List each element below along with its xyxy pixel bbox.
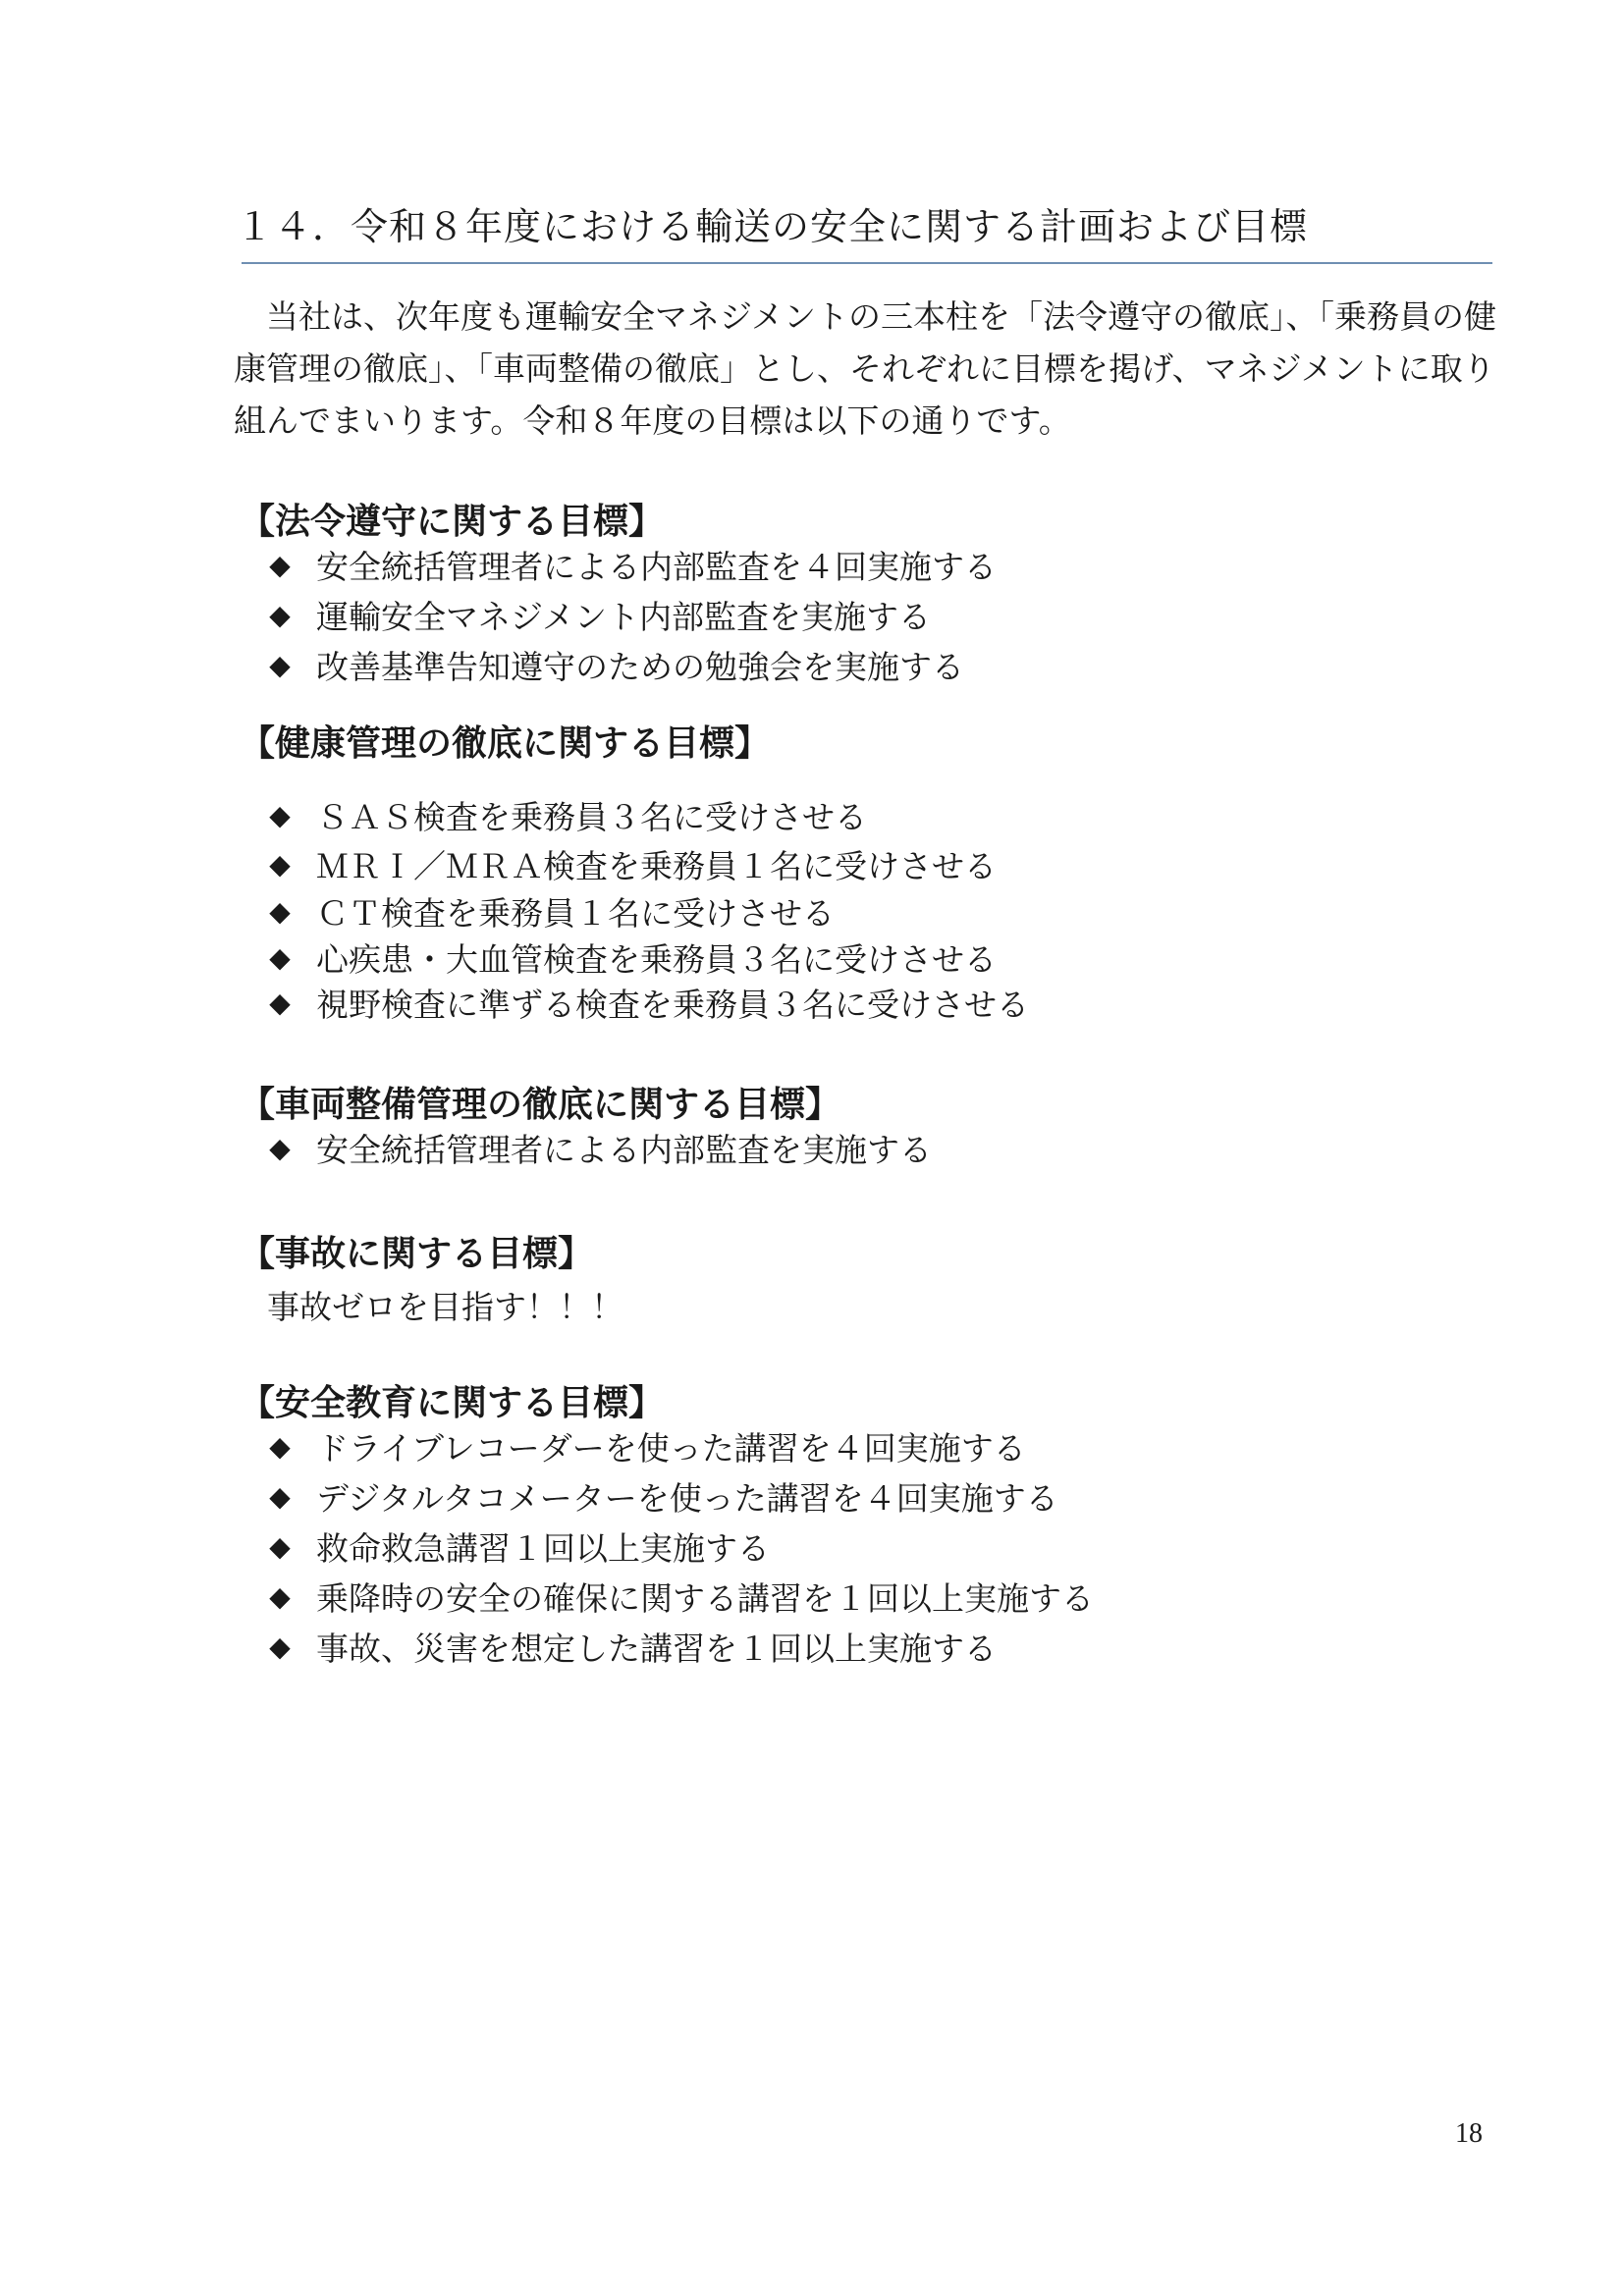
diamond-bullet-icon: ◆ xyxy=(269,1132,291,1164)
list-item-text: 乗降時の安全の確保に関する講習を１回以上実施する xyxy=(316,1579,1094,1618)
diamond-bullet-icon: ◆ xyxy=(269,649,291,681)
diamond-bullet-icon: ◆ xyxy=(269,847,291,881)
list-item xyxy=(265,1572,1094,1622)
heading-underline xyxy=(242,262,1492,264)
list-item xyxy=(265,1622,1094,1672)
list-item xyxy=(265,540,997,590)
list-item-text: ＭＲＩ／ＭＲＡ検査を乗務員１名に受けさせる xyxy=(316,846,997,885)
list-item-text: 安全統括管理者による内部監査を４回実施する xyxy=(316,548,997,586)
list-item xyxy=(265,790,1029,839)
list-item-text: 視野検査に準ずる検査を乗務員３名に受けさせる xyxy=(316,985,1029,1024)
list-item-text: デジタルタコメーターを使った講習を４回実施する xyxy=(316,1479,1058,1518)
list-item-text: 心疾患・大血管検査を乗務員３名に受けさせる xyxy=(316,939,997,979)
section-title-safety-education: 【安全教育に関する目標】 xyxy=(240,1383,665,1423)
diamond-bullet-icon: ◆ xyxy=(269,1430,291,1463)
list-item xyxy=(265,1123,932,1173)
diamond-bullet-icon: ◆ xyxy=(269,599,291,631)
list-item xyxy=(265,640,997,690)
list-item xyxy=(265,1522,1094,1572)
diamond-bullet-icon: ◆ xyxy=(269,1630,291,1663)
list-item xyxy=(265,839,1029,888)
diamond-bullet-icon: ◆ xyxy=(269,940,291,974)
diamond-bullet-icon: ◆ xyxy=(269,549,291,581)
list-item xyxy=(265,980,1029,1025)
list-item xyxy=(265,888,1029,934)
vehicle-goal-list xyxy=(265,1123,932,1173)
health-goal-list xyxy=(265,790,1029,1025)
diamond-bullet-icon: ◆ xyxy=(269,986,291,1019)
list-item-text: 改善基準告知遵守のための勉強会を実施する xyxy=(316,648,964,686)
diamond-bullet-icon: ◆ xyxy=(269,798,291,831)
intro-paragraph: 当社は、次年度も運輸安全マネジメントの三本柱を「法令遵守の徹底」、「乗務員の健康管理の徹底」、「車両整備の徹底」とし、それぞれに目標を掲げ、マネジメントに取り組んでまいります。令和８年度の目標は以下の通りです。 xyxy=(234,297,1497,440)
accident-goal-text: 事故ゼロを目指す！！！ xyxy=(267,1288,623,1326)
list-item-text: 事故、災害を想定した講習を１回以上実施する xyxy=(316,1629,997,1668)
page-heading: １４．令和８年度における輸送の安全に関する計画および目標 xyxy=(236,205,1309,248)
section-title-accidents: 【事故に関する目標】 xyxy=(240,1234,594,1274)
diamond-bullet-icon: ◆ xyxy=(269,895,291,928)
list-item xyxy=(265,1421,1094,1471)
list-item-text: 安全統括管理者による内部監査を実施する xyxy=(316,1131,932,1169)
list-item xyxy=(265,590,997,640)
section-title-vehicle-maintenance: 【車両整備管理の徹底に関する目標】 xyxy=(240,1085,841,1125)
list-item xyxy=(265,934,1029,980)
diamond-bullet-icon: ◆ xyxy=(269,1480,291,1513)
list-item-text: 運輸安全マネジメント内部監査を実施する xyxy=(316,598,932,636)
list-item-text: ドライブレコーダーを使った講習を４回実施する xyxy=(316,1429,1026,1468)
education-goal-list xyxy=(265,1421,1094,1672)
section-title-health-management: 【健康管理の徹底に関する目標】 xyxy=(240,723,771,764)
page-number: 18 xyxy=(1455,2118,1483,2149)
list-item-text: ＳＡＳ検査を乗務員３名に受けさせる xyxy=(316,797,867,836)
diamond-bullet-icon: ◆ xyxy=(269,1580,291,1613)
list-item-text: 救命救急講習１回以上実施する xyxy=(316,1529,770,1568)
list-item-text: ＣＴ検査を乗務員１名に受けさせる xyxy=(316,894,835,933)
list-item xyxy=(265,1471,1094,1522)
section-title-compliance: 【法令遵守に関する目標】 xyxy=(240,502,665,542)
compliance-goal-list xyxy=(265,540,997,690)
diamond-bullet-icon: ◆ xyxy=(269,1530,291,1563)
